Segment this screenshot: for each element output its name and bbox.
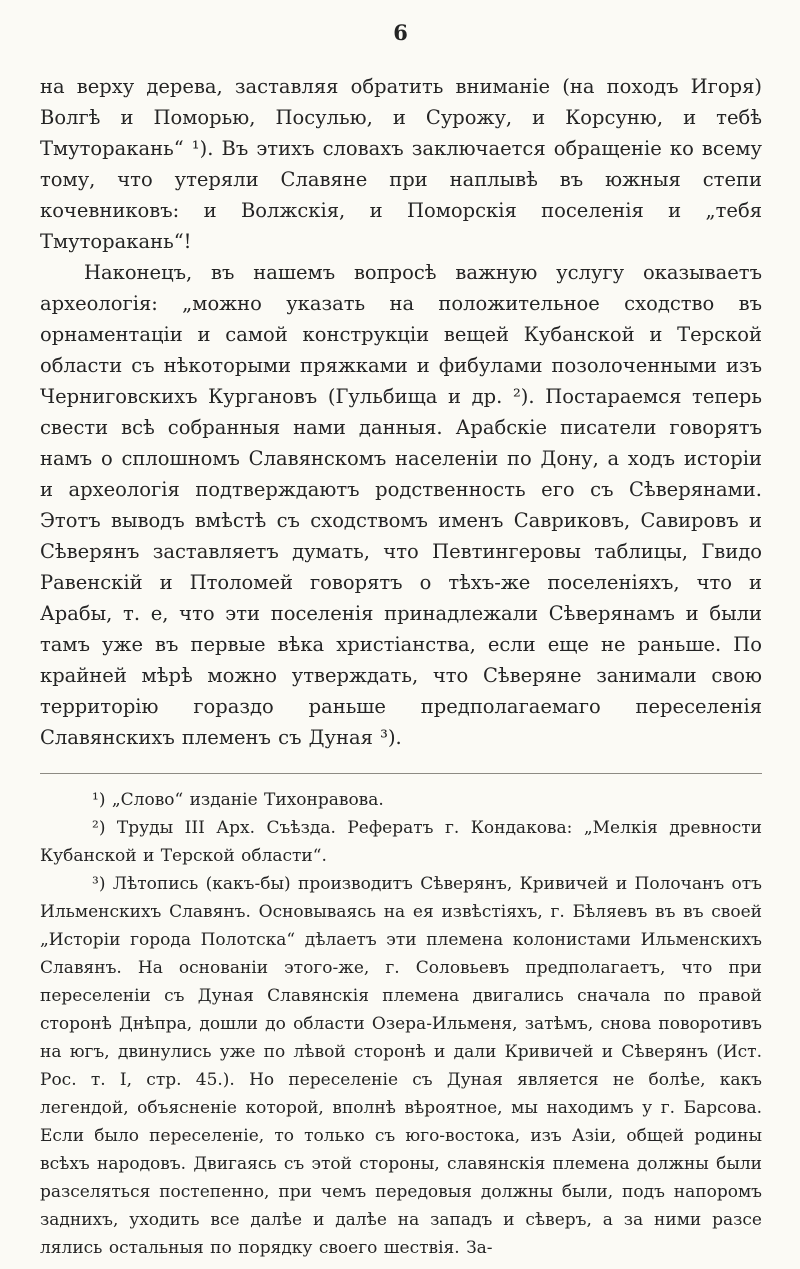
footnotes-block <box>40 786 762 1262</box>
footnote-1: ¹) „Слово“ изданіе Тихонравова. <box>92 790 384 810</box>
page-header <box>40 20 762 45</box>
page-number: 6 <box>393 20 409 45</box>
main-text-block <box>40 71 762 753</box>
footnote-separator <box>40 773 762 774</box>
footnote-3: ³) Лѣтопись (какъ-бы) производитъ Сѣверянъ, Кривичей и Полочанъ отъ Ильменскихъ Славянъ. Основываясь на ея извѣстіяхъ, г. Бѣляевъ въ въ своей „Исторіи города Полотска“ дѣлаетъ эти племена колонистами Ильменскихъ Славянъ. На основаніи этого-же, г. Соловьевъ предполагаетъ, что при переселеніи съ Дуная Славянскія племена двигались сначала по правой сторонѣ Днѣпра, дошли до области Озера-Ильменя, затѣмъ, снова поворотивъ на югъ, двинулись уже по лѣвой сторонѣ и дали Кривичей и Сѣверянъ (Ист. Рос. т. I, стр. 45.). Но переселеніе съ Дуная является не болѣе, какъ легендой, объясненіе которой, вполнѣ вѣроятное, мы находимъ у г. Барсова. Если было переселеніе, то только съ юго-востока, изъ Азіи, общей родины всѣхъ народовъ. Двигаясь съ этой стороны, славянскія племена должны были разселяться постепенно, при чемъ передовыя должны были, подъ напоромъ заднихъ, уходить все далѣе и далѣе на западъ и сѣверъ, а за ними разсе лялись остальныя по порядку своего шествія. За- <box>40 874 762 1258</box>
paragraph-nakonets: Наконецъ, въ нашемъ вопросѣ важную услугу оказываетъ археологія: „можно указать на положительное сходство въ орнаментаціи и самой конструкціи вещей Кубанской и Терской области съ нѣкоторыми пряжками и фибулами позолоченными изъ Черниговскихъ Кургановъ (Гульбища и др. ²). Постараемся теперь свести всѣ собранныя нами данныя. Арабскіе писатели говорятъ намъ о сплошномъ Славянскомъ населеніи по Дону, а ходъ исторіи и археологія подтверждаютъ родственность его съ Сѣверянами. Этотъ выводъ вмѣстѣ съ сходствомъ именъ Савриковъ, Савировъ и Сѣверянъ заставляетъ думать, что Певтингеровы таблицы, Гвидо Равенскій и Птоломей говорятъ о тѣхъ-же поселеніяхъ, что и Арабы, т. е, что эти поселенія принадлежали Сѣверянамъ и были тамъ уже въ первые вѣка христіанства, если еще не раньше. По крайней мѣрѣ можно утверждать, что Сѣверяне занимали свою территорію гораздо раньше предполагаемаго переселенія Славянскихъ племенъ съ Дуная ³). <box>40 261 762 749</box>
footnote-2: ²) Труды III Арх. Съѣзда. Рефератъ г. Кондакова: „Мелкія древности Кубанской и Терской области“. <box>40 818 762 866</box>
paragraph-continuation: на верху дерева, заставляя обратить вниманіе (на походъ Игоря) Волгѣ и Поморью, Посулью, и Сурожу, и Корсуню, и тебѣ Тмуторакань“ ¹). Въ этихъ словахъ заключается обращеніе ко всему тому, что утеряли Славяне при наплывѣ въ южныя степи кочевниковъ: и Волжскія, и Поморскія поселенія и „тебя Тмуторакань“! <box>40 75 762 253</box>
